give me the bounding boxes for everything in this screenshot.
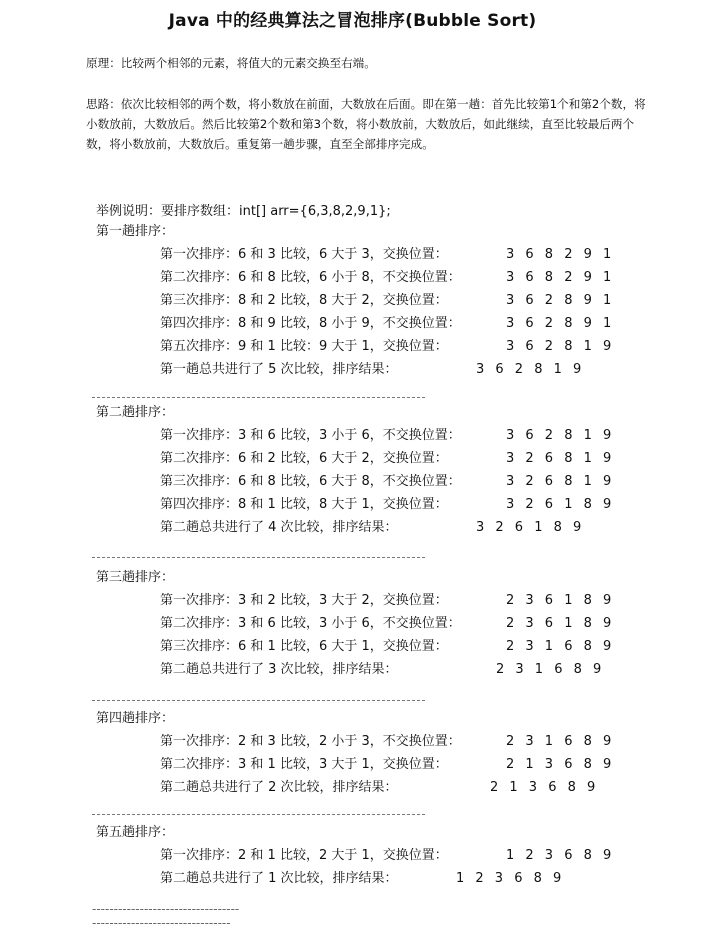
pass-heading: 第四趟排序： xyxy=(96,711,175,726)
step-row xyxy=(96,589,656,612)
step-row xyxy=(96,447,656,470)
step-row xyxy=(96,312,656,335)
step-result: 3 6 2 8 1 9 xyxy=(506,428,615,443)
step-row xyxy=(96,753,656,776)
step-description: 第三次排序：6 和 1 比较，6 大于 1，交换位置： xyxy=(160,639,448,654)
section-separator xyxy=(92,814,425,815)
summary-description: 第一趟总共进行了 5 次比较，排序结果： xyxy=(160,362,398,377)
step-row xyxy=(96,493,656,516)
step-result: 3 6 2 8 9 1 xyxy=(506,293,615,308)
page-title: Java 中的经典算法之冒泡排序(Bubble Sort) xyxy=(168,11,537,31)
section-separator xyxy=(92,397,425,398)
pass-2 xyxy=(96,402,656,539)
step-result: 3 6 8 2 9 1 xyxy=(506,247,615,262)
example-line: 举例说明：要排序数组：int[] arr={6,3,8,2,9,1}; xyxy=(96,204,391,219)
summary-result: 3 6 2 8 1 9 xyxy=(476,362,585,377)
summary-description: 第二趟总共进行了 4 次比较，排序结果： xyxy=(160,520,398,535)
section-separator xyxy=(92,557,425,558)
step-description: 第四次排序：8 和 1 比较，8 大于 1，交换位置： xyxy=(160,497,448,512)
pass-4 xyxy=(96,708,656,799)
summary-result: 1 2 3 6 8 9 xyxy=(456,871,565,886)
step-description: 第一次排序：3 和 6 比较，3 小于 6，不交换位置： xyxy=(160,428,461,443)
step-result: 3 6 2 8 1 9 xyxy=(506,339,615,354)
pass-5 xyxy=(96,822,656,890)
step-row xyxy=(96,844,656,867)
step-row xyxy=(96,289,656,312)
summary-result: 2 1 3 6 8 9 xyxy=(490,780,599,795)
pass-heading: 第五趟排序： xyxy=(96,825,175,840)
step-result: 2 1 3 6 8 9 xyxy=(506,757,615,772)
step-description: 第一次排序：6 和 3 比较，6 大于 3，交换位置： xyxy=(160,247,448,262)
step-result: 1 2 3 6 8 9 xyxy=(506,848,615,863)
step-result: 3 2 6 8 1 9 xyxy=(506,474,615,489)
step-result: 2 3 1 6 8 9 xyxy=(506,734,615,749)
principle-paragraph: 原理：比较两个相邻的元素，将值大的元素交换至右端。 xyxy=(86,56,376,70)
pass-heading: 第三趟排序： xyxy=(96,570,175,585)
step-description: 第四次排序：8 和 9 比较，8 小于 9，不交换位置： xyxy=(160,316,461,331)
section-separator xyxy=(92,700,425,701)
step-description: 第三次排序：8 和 2 比较，8 大于 2，交换位置： xyxy=(160,293,448,308)
step-row xyxy=(96,635,656,658)
step-row xyxy=(96,612,656,635)
summary-description: 第二趟总共进行了 2 次比较，排序结果： xyxy=(160,780,398,795)
step-result: 2 3 6 1 8 9 xyxy=(506,593,615,608)
pass-1 xyxy=(96,221,656,381)
pass-summary xyxy=(96,867,656,890)
step-result: 3 2 6 1 8 9 xyxy=(506,497,615,512)
step-row xyxy=(96,424,656,447)
step-description: 第二次排序：3 和 6 比较，3 小于 6，不交换位置： xyxy=(160,616,461,631)
step-description: 第二次排序：3 和 1 比较，3 大于 1，交换位置： xyxy=(160,757,448,772)
summary-description: 第二趟总共进行了 3 次比较，排序结果： xyxy=(160,662,398,677)
step-result: 2 3 1 6 8 9 xyxy=(506,639,615,654)
pass-3 xyxy=(96,567,656,681)
summary-result: 2 3 1 6 8 9 xyxy=(496,662,605,677)
step-description: 第二次排序：6 和 8 比较，6 小于 8，不交换位置： xyxy=(160,270,461,285)
pass-summary xyxy=(96,658,656,681)
step-description: 第五次排序：9 和 1 比较：9 大于 1，交换位置： xyxy=(160,339,448,354)
step-description: 第一次排序：2 和 1 比较，2 大于 1，交换位置： xyxy=(160,848,448,863)
step-description: 第二次排序：6 和 2 比较，6 大于 2，交换位置： xyxy=(160,451,448,466)
pass-summary xyxy=(96,776,656,799)
pass-heading: 第一趟排序： xyxy=(96,224,175,239)
step-row xyxy=(96,470,656,493)
pass-summary xyxy=(96,516,656,539)
step-row xyxy=(96,243,656,266)
summary-result: 3 2 6 1 8 9 xyxy=(476,520,585,535)
step-result: 3 2 6 8 1 9 xyxy=(506,451,615,466)
step-row xyxy=(96,335,656,358)
step-result: 2 3 6 1 8 9 xyxy=(506,616,615,631)
idea-paragraph: 思路：依次比较相邻的两个数，将小数放在前面，大数放在后面。即在第一趟：首先比较第1个和第2个数，将小数放前，大数放后。然后比较第2个数和第3个数，将小数放前，大数放后，如此继续，直至比较最后两个数，将小数放前，大数放后。重复第一趟步骤，直至全部排序完成。 xyxy=(86,97,646,151)
step-row xyxy=(96,730,656,753)
step-row xyxy=(96,266,656,289)
step-result: 3 6 2 8 9 1 xyxy=(506,316,615,331)
bottom-separator-fragment: ------------------------------------------------------------------ xyxy=(92,902,240,930)
step-result: 3 6 8 2 9 1 xyxy=(506,270,615,285)
step-description: 第三次排序：6 和 8 比较，6 大于 8，不交换位置： xyxy=(160,474,461,489)
step-description: 第一次排序：3 和 2 比较，3 大于 2，交换位置： xyxy=(160,593,448,608)
pass-summary xyxy=(96,358,656,381)
step-description: 第一次排序：2 和 3 比较，2 小于 3，不交换位置： xyxy=(160,734,461,749)
summary-description: 第二趟总共进行了 1 次比较，排序结果： xyxy=(160,871,398,886)
pass-heading: 第二趟排序： xyxy=(96,405,175,420)
